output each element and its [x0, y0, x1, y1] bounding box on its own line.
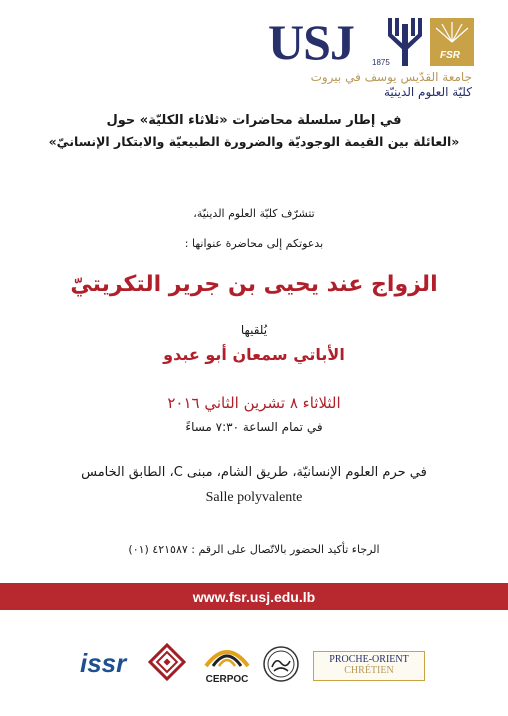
series-theme: «العائلة بين القيمة الوجوديّة والضرورة الطبيعيّة والابتكار الإنسانيّ»	[48, 134, 460, 149]
given-by-label: يُلقيها	[240, 323, 268, 337]
ornamental-cross-icon	[148, 643, 186, 681]
calligraphy-seal-icon	[262, 645, 300, 683]
event-date: الثلاثاء ٨ تشرين الثاني ٢٠١٦	[167, 394, 341, 412]
lecture-title: الزواج عند يحيى بن جرير التكريتيّ	[70, 272, 438, 297]
series-intro: في إطار سلسلة محاضرات «ثلاثاء الكليّة» حول	[106, 113, 402, 128]
usj-logo-year: 1875	[372, 58, 390, 67]
usj-emblem-icon	[386, 18, 426, 66]
fsr-logo	[430, 18, 474, 66]
issr-logo-icon	[78, 646, 134, 678]
usj-logo	[268, 14, 478, 74]
issr-logo	[78, 646, 134, 682]
fsr-label: FSR	[440, 50, 460, 61]
event-hall: Salle polyvalente	[205, 490, 303, 505]
proche-orient-chretien-logo	[313, 651, 425, 681]
event-venue: في حرم العلوم الإنسانيّة، طريق الشام، مبنى C، الطابق الخامس	[81, 465, 427, 480]
cerpoc-label: CERPOC	[205, 674, 249, 685]
rsvp-note: الرجاء تأكيد الحضور بالاتّصال على الرقم : ٤٢١٥٨٧ (٠١)	[128, 543, 380, 556]
invitation-intro-2: بدعوتكم إلى محاضرة عنوانها :	[184, 237, 324, 250]
invitation-intro: تتشرّف كليّة العلوم الدينيّة،	[193, 207, 315, 220]
issr-logo-text: issr	[80, 648, 127, 678]
website-link[interactable]: www.fsr.usj.edu.lb	[192, 589, 316, 605]
poc-logo-line1: PROCHE-ORIENT	[329, 654, 409, 665]
event-time: في تمام الساعة ٧:٣٠ مساءً	[185, 420, 323, 434]
cross-logo	[148, 643, 186, 685]
speaker-name: الأباتي سمعان أبو عبدو	[163, 345, 345, 364]
faculty-name: كليّة العلوم الدينيّة	[383, 85, 472, 99]
usj-logo-text: USJ	[268, 14, 354, 70]
cerpoc-arch-icon	[198, 640, 256, 670]
university-name: جامعة القدّيس يوسف في بيروت	[310, 70, 472, 84]
cerpoc-logo	[198, 640, 256, 685]
calligraphy-seal-logo	[262, 645, 300, 687]
poc-logo-line2: CHRÉTIEN	[344, 665, 394, 676]
